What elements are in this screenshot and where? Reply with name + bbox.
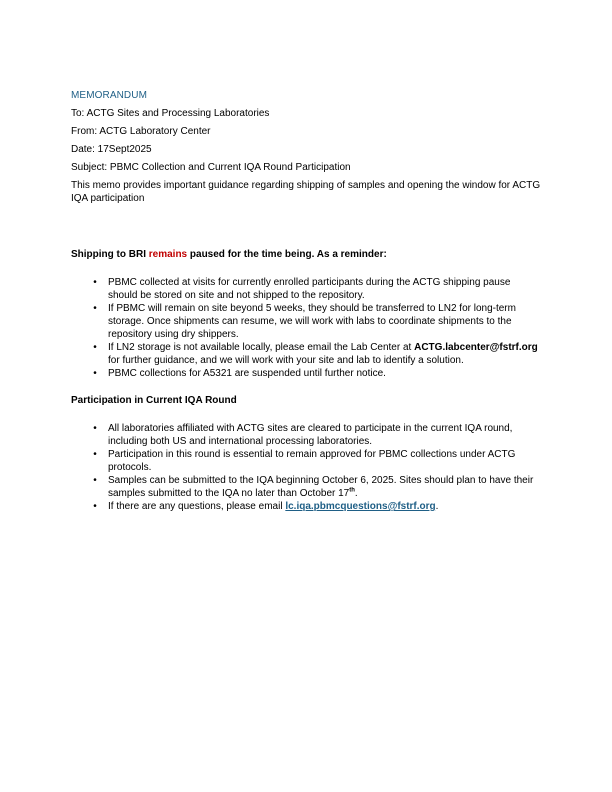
bullet-text-pre: If there are any questions, please email	[108, 501, 286, 512]
bullet-text-post: .	[354, 488, 358, 499]
list-item	[93, 474, 538, 500]
shipping-heading-remains: remains	[148, 249, 188, 260]
ordinal-suffix: th	[349, 487, 355, 494]
memo-page	[71, 89, 546, 513]
memo-subject: Subject: PBMC Collection and Current IQA Round Participation	[71, 162, 351, 173]
bullet-text: PBMC collected at visits for currently enrolled participants during the ACTG shipping pause should be stored on site and not shipped to the repository.	[108, 277, 511, 301]
bullet-icon: •	[93, 277, 97, 288]
bullet-icon: •	[93, 423, 97, 434]
bullet-text-post: for further guidance, and we will work with your site and lab to identify a solution.	[108, 355, 464, 366]
bullet-text: Participation in this round is essential to remain approved for PBMC collections under ACTG protocols.	[108, 449, 516, 473]
bullet-text: If PBMC will remain on site beyond 5 weeks, they should be transferred to LN2 for long-term storage. Once shipments can resume, we will work with labs to coordinate shipments to the repository using dry shippers.	[108, 303, 516, 340]
bullet-text: All laboratories affiliated with ACTG sites are cleared to participate in the current IQA round, including both US and international processing laboratories.	[108, 423, 513, 447]
iqa-section-heading: Participation in Current IQA Round	[71, 395, 237, 406]
bullet-icon: •	[93, 303, 97, 314]
bullet-icon: •	[93, 475, 97, 486]
memo-from: From: ACTG Laboratory Center	[71, 126, 211, 137]
list-item	[93, 500, 538, 513]
bullet-icon: •	[93, 449, 97, 460]
list-item	[93, 341, 538, 367]
memo-intro: This memo provides important guidance regarding shipping of samples and opening the window for ACTG IQA participation	[71, 180, 541, 204]
bullet-icon: •	[93, 342, 97, 353]
memo-title: MEMORANDUM	[71, 90, 147, 101]
shipping-bullet-list	[71, 276, 546, 380]
list-item	[93, 367, 538, 380]
list-item	[93, 422, 538, 448]
bullet-icon: •	[93, 501, 97, 512]
list-item	[93, 276, 538, 302]
list-item	[93, 448, 538, 474]
shipping-heading-pre: Shipping to BRI	[71, 249, 149, 260]
iqa-bullet-list	[71, 422, 546, 513]
lab-center-email[interactable]: ACTG.labcenter@fstrf.org	[414, 342, 538, 353]
iqa-questions-email-link[interactable]: lc.iqa.pbmcquestions@fstrf.org	[285, 501, 436, 512]
memo-date: Date: 17Sept2025	[71, 144, 152, 155]
bullet-icon: •	[93, 368, 97, 379]
bullet-text-pre: Samples can be submitted to the IQA beginning October 6, 2025. Sites should plan to have their samples submitted to the IQA no later than October 17	[108, 475, 534, 499]
bullet-text: PBMC collections for A5321 are suspended until further notice.	[108, 368, 386, 379]
bullet-text-pre: If LN2 storage is not available locally, please email the Lab Center at	[108, 342, 415, 353]
memo-to: To: ACTG Sites and Processing Laboratories	[71, 108, 270, 119]
list-item	[93, 302, 538, 341]
shipping-section-heading	[71, 248, 546, 261]
bullet-text-post: .	[435, 501, 439, 512]
shipping-heading-post: paused for the time being. As a reminder:	[187, 249, 387, 260]
